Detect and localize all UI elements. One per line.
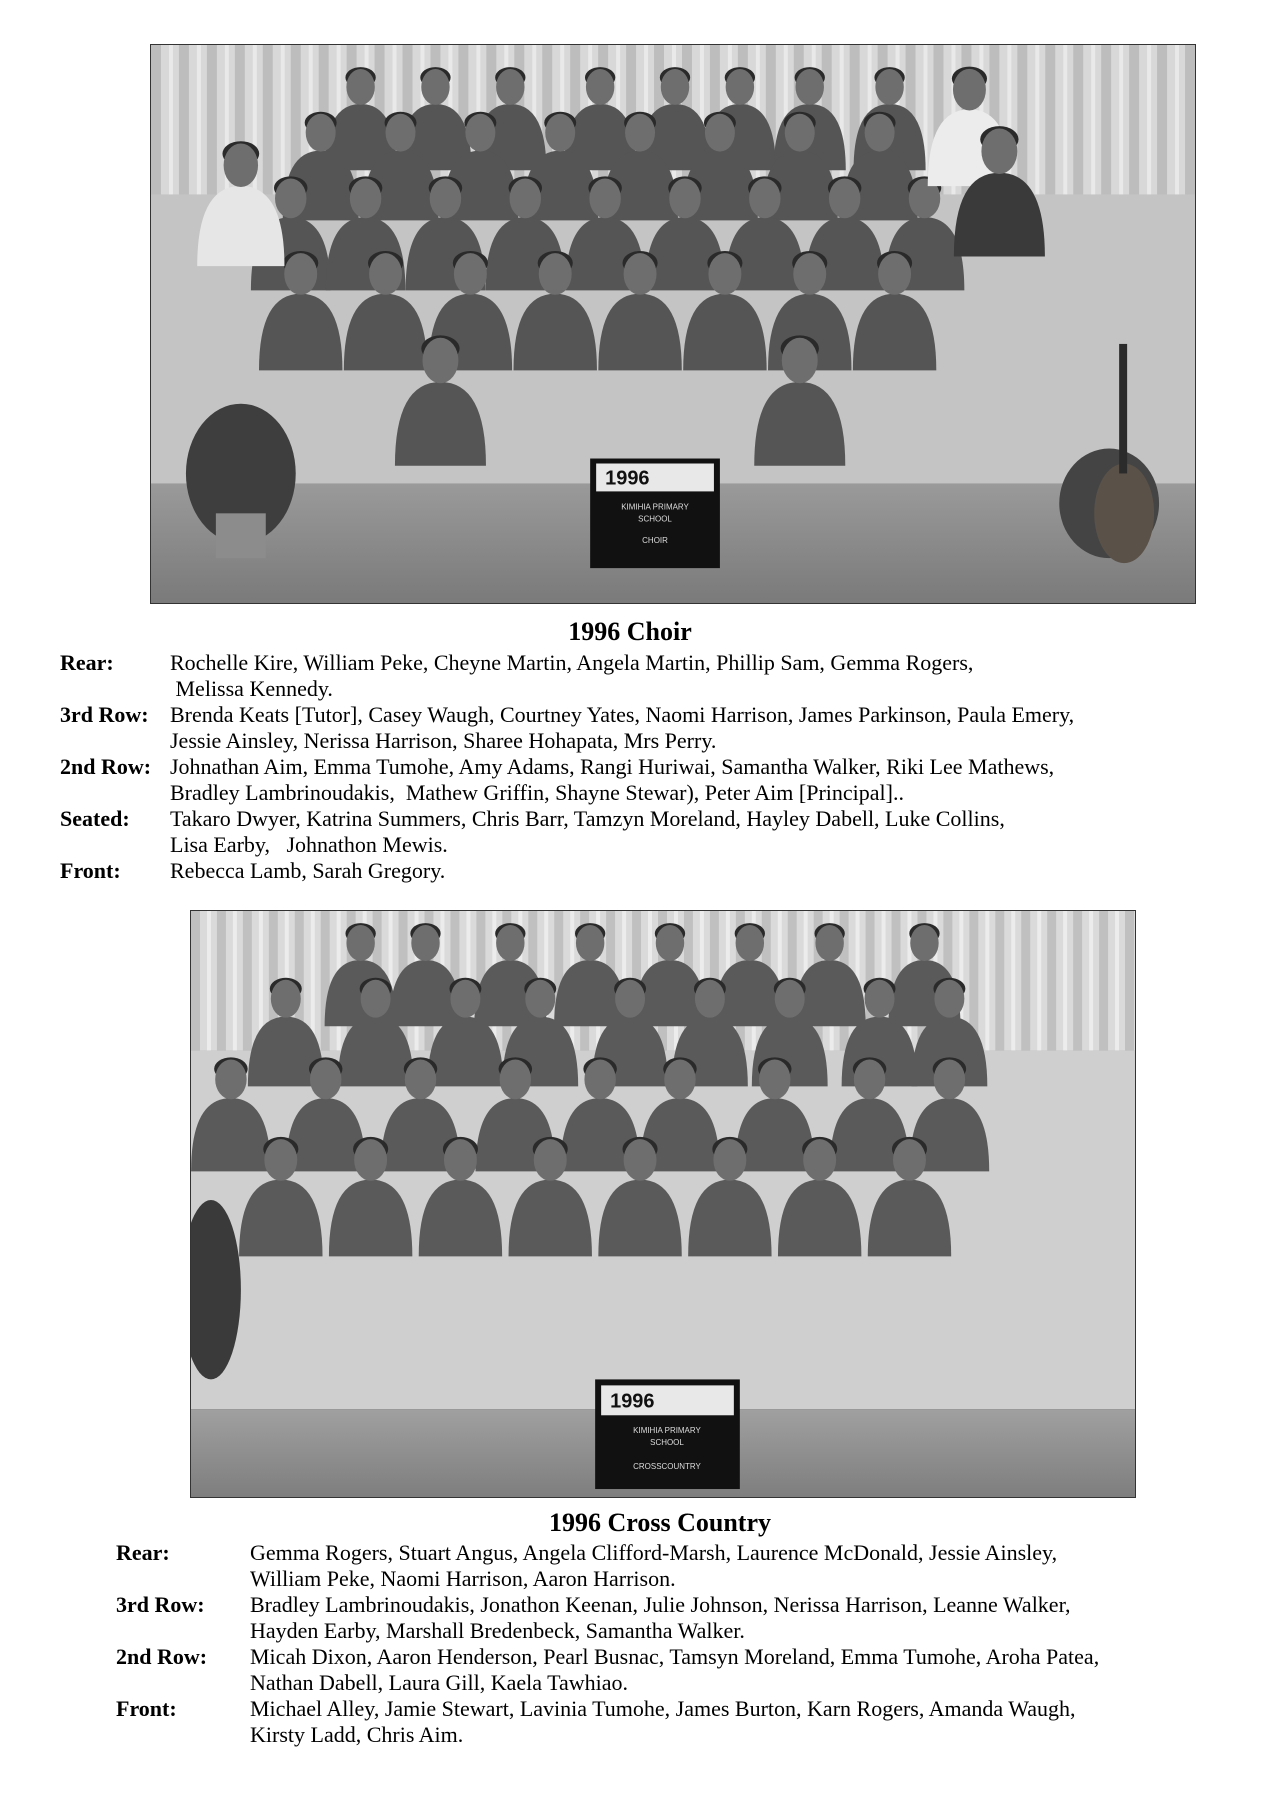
person-head	[705, 114, 735, 152]
person-head	[726, 69, 754, 105]
cross-country-credits	[116, 1540, 1266, 1748]
choir-sign	[590, 459, 720, 569]
choir-row-seated	[60, 806, 1260, 858]
person-head	[411, 925, 439, 961]
person-head	[510, 178, 541, 218]
choir-photo-image	[151, 45, 1195, 603]
choir-row-rear	[60, 650, 1260, 702]
person-head	[271, 980, 301, 1018]
choir-sign-line3: CHOIR	[642, 536, 668, 546]
person-head	[803, 1139, 836, 1181]
person-head	[713, 1139, 746, 1181]
person-head	[444, 1139, 477, 1181]
person-head	[576, 925, 604, 961]
person-head	[656, 925, 684, 961]
person-head	[284, 253, 317, 295]
row-label: Rear:	[60, 650, 114, 675]
person-head	[422, 338, 458, 383]
row-label: Front:	[116, 1696, 177, 1721]
person-head	[496, 69, 524, 105]
person-head	[736, 925, 764, 961]
person-head	[910, 925, 938, 961]
person-head	[878, 253, 911, 295]
person-head	[421, 69, 449, 105]
choir-caption-title: 1996 Choir	[568, 617, 692, 646]
choir-sign-line2: SCHOOL	[638, 514, 672, 524]
person-head	[215, 1059, 246, 1099]
cross-country-sign-line1: KIMIHIA PRIMARY	[633, 1426, 701, 1436]
cross-country-sign-year: 1996	[610, 1390, 655, 1413]
person-head	[708, 253, 741, 295]
person-head	[782, 338, 818, 383]
cross-country-caption-title: 1996 Cross Country	[549, 1508, 771, 1537]
row-label: 2nd Row:	[60, 754, 152, 779]
person-head	[749, 178, 780, 218]
choir-photo	[150, 44, 1196, 604]
row-names: Johnathan Aim, Emma Tumohe, Amy Adams, Rangi Huriwai, Samantha Walker, Riki Lee Mathews, Bradley Lambrinoudakis, Mathew Griffin, Shayne Stewar), Peter Aim [Principal]..	[170, 754, 1055, 805]
person-head	[586, 69, 614, 105]
row-label: Rear:	[116, 1540, 170, 1565]
choir-sign-line1: KIMIHIA PRIMARY	[621, 502, 689, 512]
row-label: 3rd Row:	[116, 1592, 205, 1617]
person-head	[625, 114, 655, 152]
row-label: 2nd Row:	[116, 1644, 208, 1669]
person-head	[829, 178, 860, 218]
person-head	[386, 114, 416, 152]
cross-country-sign	[595, 1379, 740, 1489]
person-head	[306, 114, 336, 152]
person-head	[584, 1059, 615, 1099]
person-head	[430, 178, 461, 218]
person-head	[525, 980, 555, 1018]
person-head	[893, 1139, 926, 1181]
person-head	[661, 69, 689, 105]
person-head	[815, 925, 843, 961]
row-label: Front:	[60, 858, 121, 883]
choir-sign-year: 1996	[605, 467, 650, 490]
person-head	[934, 1059, 965, 1099]
person-head	[796, 69, 824, 105]
person-head	[854, 1059, 885, 1099]
person-head	[865, 114, 895, 152]
cross-country-photo-image	[191, 911, 1135, 1497]
cross-country-row-3rd	[116, 1592, 1266, 1644]
row-names: Michael Alley, Jamie Stewart, Lavinia Tumohe, James Burton, Karn Rogers, Amanda Waugh, Kirsty Ladd, Chris Aim.	[250, 1696, 1076, 1747]
person-head	[775, 980, 805, 1018]
person-head	[346, 69, 374, 105]
person-head	[934, 980, 964, 1018]
person-head	[695, 980, 725, 1018]
person-head	[539, 253, 572, 295]
choir-row-2nd	[60, 754, 1260, 806]
row-label: 3rd Row:	[60, 702, 149, 727]
row-names: Micah Dixon, Aaron Henderson, Pearl Busnac, Tamsyn Moreland, Emma Tumohe, Aroha Patea, Nathan Dabell, Laura Gill, Kaela Tawhiao.	[250, 1644, 1100, 1695]
cross-country-row-front	[116, 1696, 1266, 1748]
row-names: Rebecca Lamb, Sarah Gregory.	[170, 858, 446, 883]
person-head	[405, 1059, 436, 1099]
person-head	[465, 114, 495, 152]
cross-country-sign-line2: SCHOOL	[650, 1438, 684, 1448]
person-head	[500, 1059, 531, 1099]
cross-country-row-rear	[116, 1540, 1266, 1592]
person-head	[669, 178, 700, 218]
choir-credits	[60, 650, 1260, 884]
person-head	[369, 253, 402, 295]
person-head	[354, 1139, 387, 1181]
row-names: Brenda Keats [Tutor], Casey Waugh, Courtney Yates, Naomi Harrison, James Parkinson, Paula Emery, Jessie Ainsley, Nerissa Harrison, Sharee Hohapata, Mrs Perry.	[170, 702, 1075, 753]
person-head	[785, 114, 815, 152]
person-head	[534, 1139, 567, 1181]
choir-row-3rd	[60, 702, 1260, 754]
row-names: Takaro Dwyer, Katrina Summers, Chris Barr, Tamzyn Moreland, Hayley Dabell, Luke Collins, Lisa Earby, Johnathon Mewis.	[170, 806, 1005, 857]
row-names: Rochelle Kire, William Peke, Cheyne Martin, Angela Martin, Phillip Sam, Gemma Rogers, Melissa Kennedy.	[170, 650, 974, 701]
person-head	[624, 253, 657, 295]
person-head	[589, 178, 620, 218]
person-head	[759, 1059, 790, 1099]
person-head	[450, 980, 480, 1018]
person-head	[346, 925, 374, 961]
person-head	[664, 1059, 695, 1099]
person-head	[875, 69, 903, 105]
cross-country-row-2nd	[116, 1644, 1266, 1696]
cross-country-sign-line3: CROSSCOUNTRY	[633, 1462, 701, 1472]
person-head	[350, 178, 381, 218]
person-head	[545, 114, 575, 152]
person-head	[454, 253, 487, 295]
person-head	[615, 980, 645, 1018]
person-head	[361, 980, 391, 1018]
person-head	[496, 925, 524, 961]
person-head	[275, 178, 306, 218]
person-head	[793, 253, 826, 295]
row-names: Bradley Lambrinoudakis, Jonathon Keenan, Julie Johnson, Nerissa Harrison, Leanne Walker, Hayden Earby, Marshall Bredenbeck, Samantha Walker.	[250, 1592, 1071, 1643]
person-head	[624, 1139, 657, 1181]
choir-row-front	[60, 858, 1260, 884]
row-names: Gemma Rogers, Stuart Angus, Angela Clifford-Marsh, Laurence McDonald, Jessie Ainsley, William Peke, Naomi Harrison, Aaron Harrison.	[250, 1540, 1058, 1591]
cross-country-photo	[190, 910, 1136, 1498]
person-head	[865, 980, 895, 1018]
person-head	[981, 129, 1017, 174]
row-label: Seated:	[60, 806, 130, 831]
person-head	[953, 69, 986, 111]
person-head	[224, 143, 258, 187]
person-head	[310, 1059, 341, 1099]
person-head	[264, 1139, 297, 1181]
